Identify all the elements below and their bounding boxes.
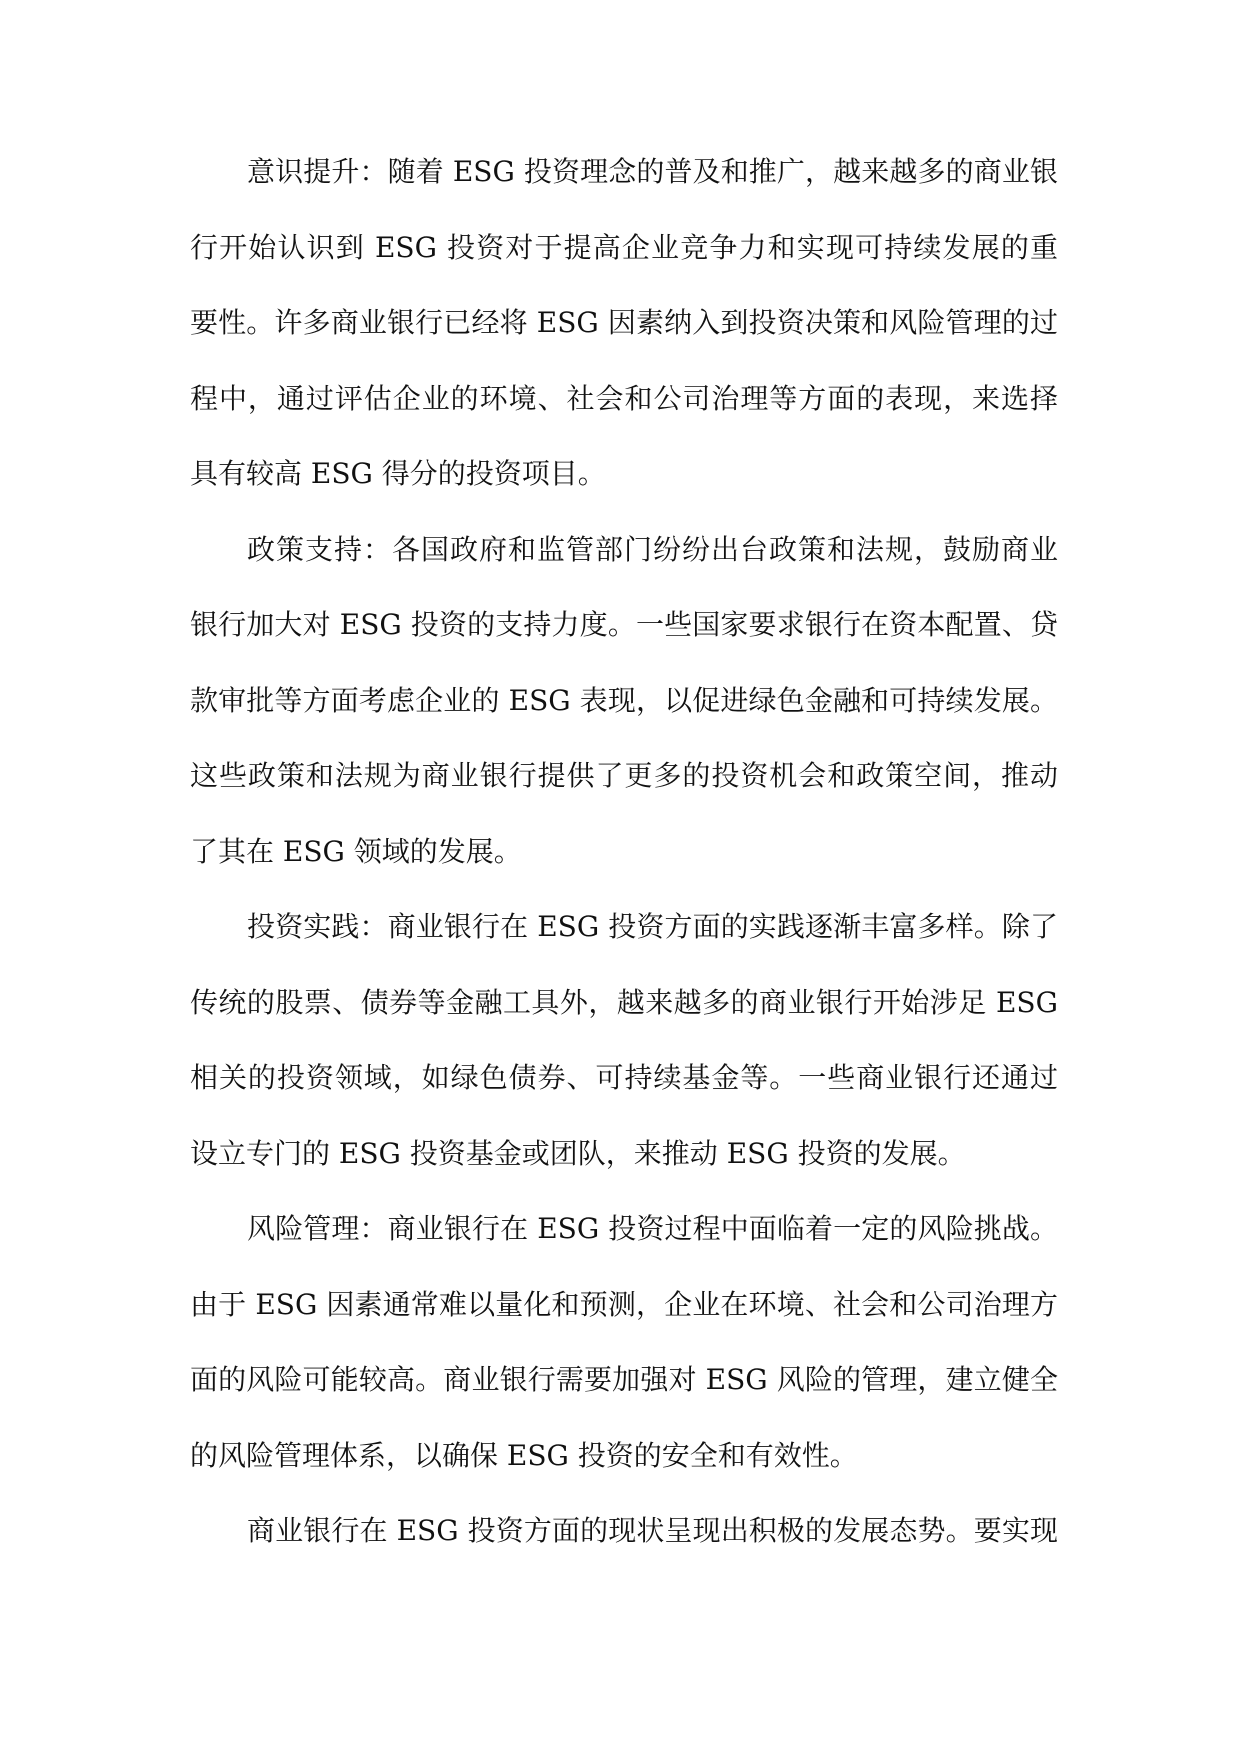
paragraph-line: 行开始认识到 ESG 投资对于提高企业竞争力和实现可持续发展的重 xyxy=(190,230,1058,264)
paragraph-line: 相关的投资领域，如绿色债券、可持续基金等。一些商业银行还通过 xyxy=(190,1061,1058,1094)
paragraph-awareness xyxy=(190,149,1058,527)
paragraph-line: 意识提升：随着 ESG 投资理念的普及和推广，越来越多的商业银 xyxy=(247,155,1058,188)
paragraph-line: 的风险管理体系，以确保 ESG 投资的安全和有效性。 xyxy=(190,1438,858,1472)
paragraph-line: 程中，通过评估企业的环境、社会和公司治理等方面的表现，来选择 xyxy=(190,381,1058,415)
paragraph-line: 了其在 ESG 领域的发展。 xyxy=(190,834,522,868)
paragraph-line: 这些政策和法规为商业银行提供了更多的投资机会和政策空间，推动 xyxy=(190,759,1058,792)
document-body xyxy=(190,149,1058,1584)
paragraph-investment-practice xyxy=(190,904,1058,1206)
paragraph-line: 设立专门的 ESG 投资基金或团队，来推动 ESG 投资的发展。 xyxy=(190,1136,966,1170)
paragraph-line: 政策支持：各国政府和监管部门纷纷出台政策和法规，鼓励商业 xyxy=(247,532,1058,566)
paragraph-line: 要性。许多商业银行已经将 ESG 因素纳入到投资决策和风险管理的过 xyxy=(190,306,1058,339)
paragraph-policy-support xyxy=(190,527,1058,905)
paragraph-line: 风险管理：商业银行在 ESG 投资过程中面临着一定的风险挑战。 xyxy=(247,1212,1058,1245)
paragraph-line: 款审批等方面考虑企业的 ESG 表现，以促进绿色金融和可持续发展。 xyxy=(190,683,1058,717)
paragraph-conclusion xyxy=(190,1508,1058,1584)
paragraph-line: 传统的股票、债券等金融工具外，越来越多的商业银行开始涉足 ESG xyxy=(190,985,1058,1019)
paragraph-risk-management xyxy=(190,1206,1058,1508)
paragraph-line: 由于 ESG 因素通常难以量化和预测，企业在环境、社会和公司治理方 xyxy=(190,1287,1058,1321)
paragraph-line: 面的风险可能较高。商业银行需要加强对 ESG 风险的管理，建立健全 xyxy=(190,1363,1058,1396)
paragraph-line: 具有较高 ESG 得分的投资项目。 xyxy=(190,457,606,490)
paragraph-line: 商业银行在 ESG 投资方面的现状呈现出积极的发展态势。要实现 xyxy=(247,1514,1058,1547)
paragraph-line: 投资实践：商业银行在 ESG 投资方面的实践逐渐丰富多样。除了 xyxy=(247,910,1058,943)
paragraph-line: 银行加大对 ESG 投资的支持力度。一些国家要求银行在资本配置、贷 xyxy=(190,608,1058,641)
